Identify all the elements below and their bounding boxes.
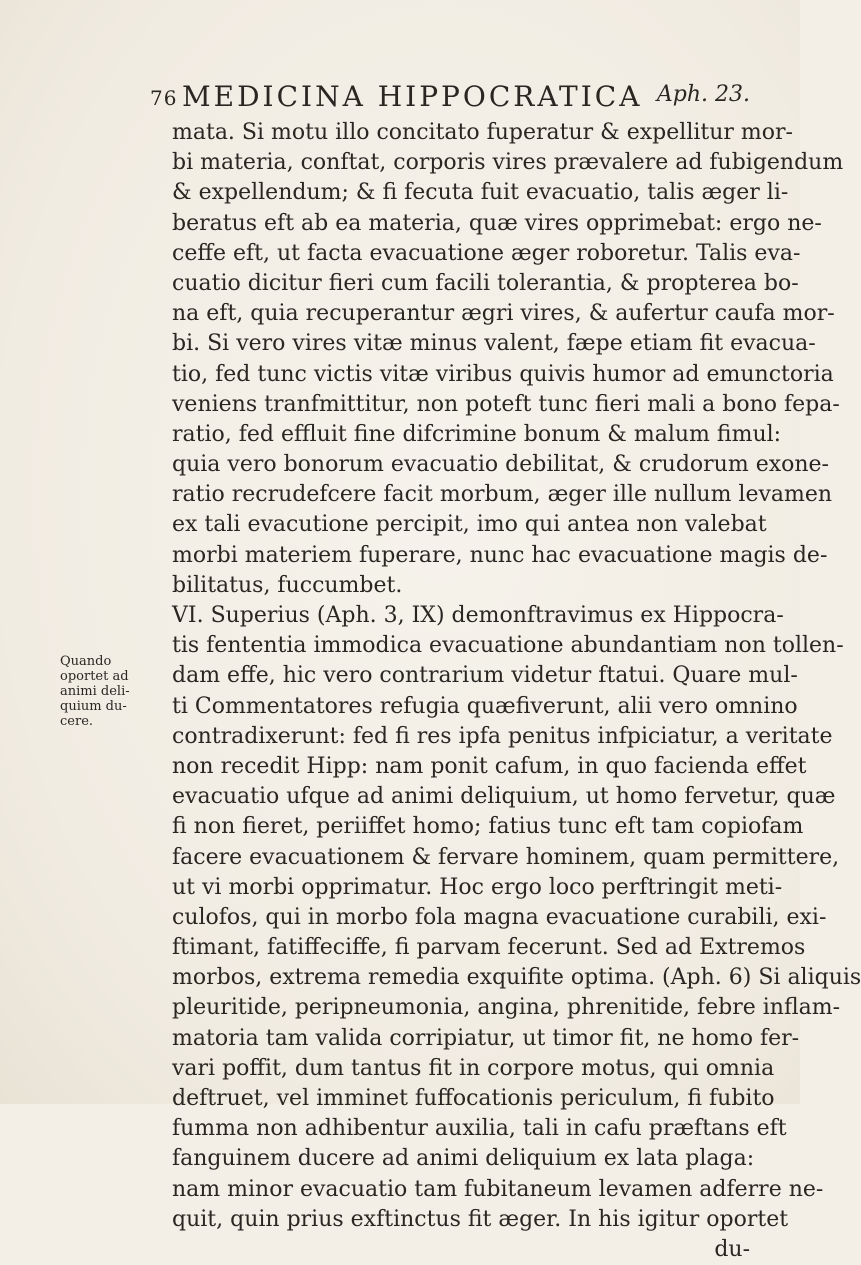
marginal-note-line: animi deli- [60,684,130,699]
text-line: quia vero bonorum evacuatio debilitat, & crudorum exone- [172,452,829,478]
text-line: ceffe eft, ut facta evacuatione æger roboretur. Talis eva- [172,240,801,266]
running-title: MEDICINA HIPPOCRATICA [182,80,643,113]
running-head [150,78,750,114]
marginal-note-line: cere. [60,714,94,729]
text-line: matoria tam valida corripiatur, ut timor fit, ne homo fer- [172,1025,800,1051]
text-line: VI. Superius (Aph. 3, IX) demonftravimus ex Hippocra- [172,603,784,628]
text-line: ut vi morbi opprimatur. Hoc ergo loco perftringit meti- [172,874,783,900]
marginal-note [60,654,132,729]
text-line: beratus eft ab ea materia, quæ vires opprimebat: ergo ne- [172,210,822,236]
text-line: bi. Si vero vires vitæ minus valent, fæpe etiam fit evacua- [172,331,816,357]
text-line: tio, fed tunc victis vitæ viribus quivis humor ad emunctoria [172,361,834,387]
text-line: fanguinem ducere ad animi deliquium ex lata plaga: [172,1146,755,1172]
text-line: vari poffit, dum tantus fit in corpore motus, qui omnia [172,1055,775,1081]
text-line: fi non fieret, periiffet homo; fatius tunc eft tam copiofam [172,814,804,840]
text-line: evacuatio ufque ad animi deliquium, ut homo fervetur, quæ [172,784,836,810]
text-line: culofos, qui in morbo fola magna evacuatione curabili, exi- [172,904,827,930]
text-line: fumma non adhibentur auxilia, tali in cafu præftans eft [172,1116,787,1142]
text-line: pleuritide, peripneumonia, angina, phrenitide, febre inflam- [172,995,841,1021]
text-line: veniens tranfmittitur, non poteft tunc fieri mali a bono fepa- [172,391,840,417]
text-line: cuatio dicitur fieri cum facili tolerantia, & propterea bo- [172,270,799,296]
text-line: tis fententia immodica evacuatione abundantiam non tollen- [172,633,844,659]
catchword: du- [714,1236,750,1262]
text-line: facere evacuationem & fervare hominem, quam permittere, [172,844,840,870]
body-text [172,118,861,1265]
text-line: mata. Si motu illo concitato fuperatur & expellitur mor- [172,120,793,145]
text-line: dam effe, hic vero contrarium videtur ftatui. Quare mul- [172,663,798,689]
text-line: morbi materiem fuperare, nunc hac evacuatione magis de- [172,542,828,568]
text-line: bi materia, conftat, corporis vires prævalere ad fubigendum [172,150,844,176]
marginal-note-line: oportet ad [60,669,129,684]
marginal-note-line: quium du- [60,699,127,714]
text-line: ftimant, fatiffeciffe, fi parvam fecerunt. Sed ad Extremos [172,935,806,961]
marginal-note-line: Quando [60,654,112,669]
text-line: quit, quin prius exftinctus fit æger. In his igitur oportet [172,1206,789,1232]
text-line: deftruet, vel imminet fuffocationis periculum, fi fubito [172,1086,775,1111]
text-line: nam minor evacuatio tam fubitaneum levamen adferre ne- [172,1176,824,1202]
text-line: ex tali evacutione percipit, imo qui antea non valebat [172,512,767,538]
page-number: 76 [150,86,178,110]
text-line: ratio, fed effluit fine difcrimine bonum & malum fimul: [172,421,782,447]
text-line: ratio recrudefcere facit morbum, æger ille nullum levamen [172,482,833,508]
text-line: ti Commentatores refugia quæfiverunt, alii vero omnino [172,693,798,719]
text-line: contradixerunt: fed fi res ipfa penitus infpiciatur, a veritate [172,723,833,749]
aphorism-reference: Aph. 23. [656,82,750,107]
text-line: non recedit Hipp: nam ponit cafum, in quo facienda effet [172,753,807,779]
text-line: & expellendum; & fi fecuta fuit evacuatio, talis æger li- [172,180,789,206]
text-line: na eft, quia recuperantur ægri vires, & aufertur caufa mor- [172,301,835,327]
text-line: bilitatus, fuccumbet. [172,572,403,598]
text-line: morbos, extrema remedia exquifite optima. (Aph. 6) Si aliquis [172,965,861,991]
